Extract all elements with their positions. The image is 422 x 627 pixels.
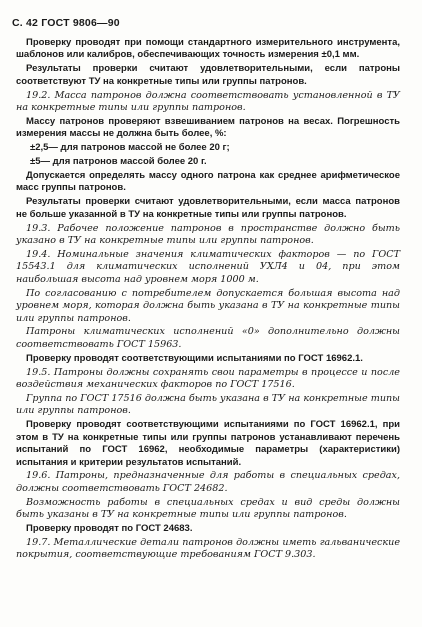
paragraph: Проверку проводят соответствующими испытаниями по ГОСТ 16962.1. (26, 352, 363, 364)
paragraph: Возможность работы в специальных средах и вид среды должны быть указаны в ТУ на конкретные типы или группы патронов. (16, 496, 400, 521)
paragraph: Результаты проверки считают удовлетворительными, если масса патронов не больше указанной в ТУ на конкретные типы или группы патронов. (16, 196, 400, 220)
paragraph: Результаты проверки считают удовлетворительными, если патроны соответствуют ТУ на конкретные типы или группы патронов. (16, 63, 400, 87)
paragraph: 19.6. Патроны, предназначенные для работы в специальных средах, должны соответствовать ГОСТ 24682. (16, 470, 400, 494)
paragraph: Проверку проводят по ГОСТ 24683. (26, 523, 193, 535)
paragraph: 19.7. Металлические детали патронов должны иметь гальванические покрытия, соответствующие требованиям ГОСТ 9.303. (16, 536, 400, 561)
paragraph: Допускается определять массу одного патрона как среднее арифметическое масс группы патронов. (16, 170, 400, 194)
paragraph: 19.5. Патроны должны сохранять свои параметры в процессе и после воздействия механических факторов по ГОСТ 17516. (16, 366, 400, 391)
paragraph: Группа по ГОСТ 17516 должна быть указана в ТУ на конкретные типы или группы патронов. (16, 392, 400, 417)
paragraph: Проверку проводят при помощи стандартного измерительного инструмента, шаблонов или калибров, обеспечивающих точность измерения ±0,1 мм. (16, 37, 400, 61)
paragraph: Патроны климатических исполнений «0» дополнительно должны соответствовать ГОСТ 15963. (16, 326, 400, 350)
paragraph: Массу патронов проверяют взвешиванием патронов на весах. Погрешность измерения массы не должна быть более, %: (16, 115, 400, 140)
list-item: ±2,5— для патронов массой не более 20 г; (30, 142, 230, 154)
paragraph: 19.3. Рабочее положение патронов в пространстве должно быть указано в ТУ на конкретные типы или группы патронов. (16, 222, 400, 247)
paragraph: 19.4. Номинальные значения климатических факторов — по ГОСТ 15543.1 для климатических исполнений УХЛ4 и 04, при этом наибольшая высота над уровнем моря 1000 м. (16, 249, 400, 285)
page-header: С. 42 ГОСТ 9806—90 (12, 17, 120, 29)
list-item: ±5— для патронов массой более 20 г. (30, 156, 207, 168)
paragraph: Проверку проводят соответствующими испытаниями по ГОСТ 16962.1, при этом в ТУ на конкретные типы или группы патронов устанавливают перечень испытаний по ГОСТ 16962, необходимые параметры (характеристики) испытания и критерии результатов испытаний. (16, 419, 400, 468)
paragraph: По согласованию с потребителем допускается большая высота над уровнем моря, которая должна быть указана в ТУ на конкретные типы или группы патронов. (16, 287, 400, 324)
paragraph: 19.2. Масса патронов должна соответствовать установленной в ТУ на конкретные типы или группы патронов. (16, 89, 400, 114)
document-body (16, 37, 400, 563)
